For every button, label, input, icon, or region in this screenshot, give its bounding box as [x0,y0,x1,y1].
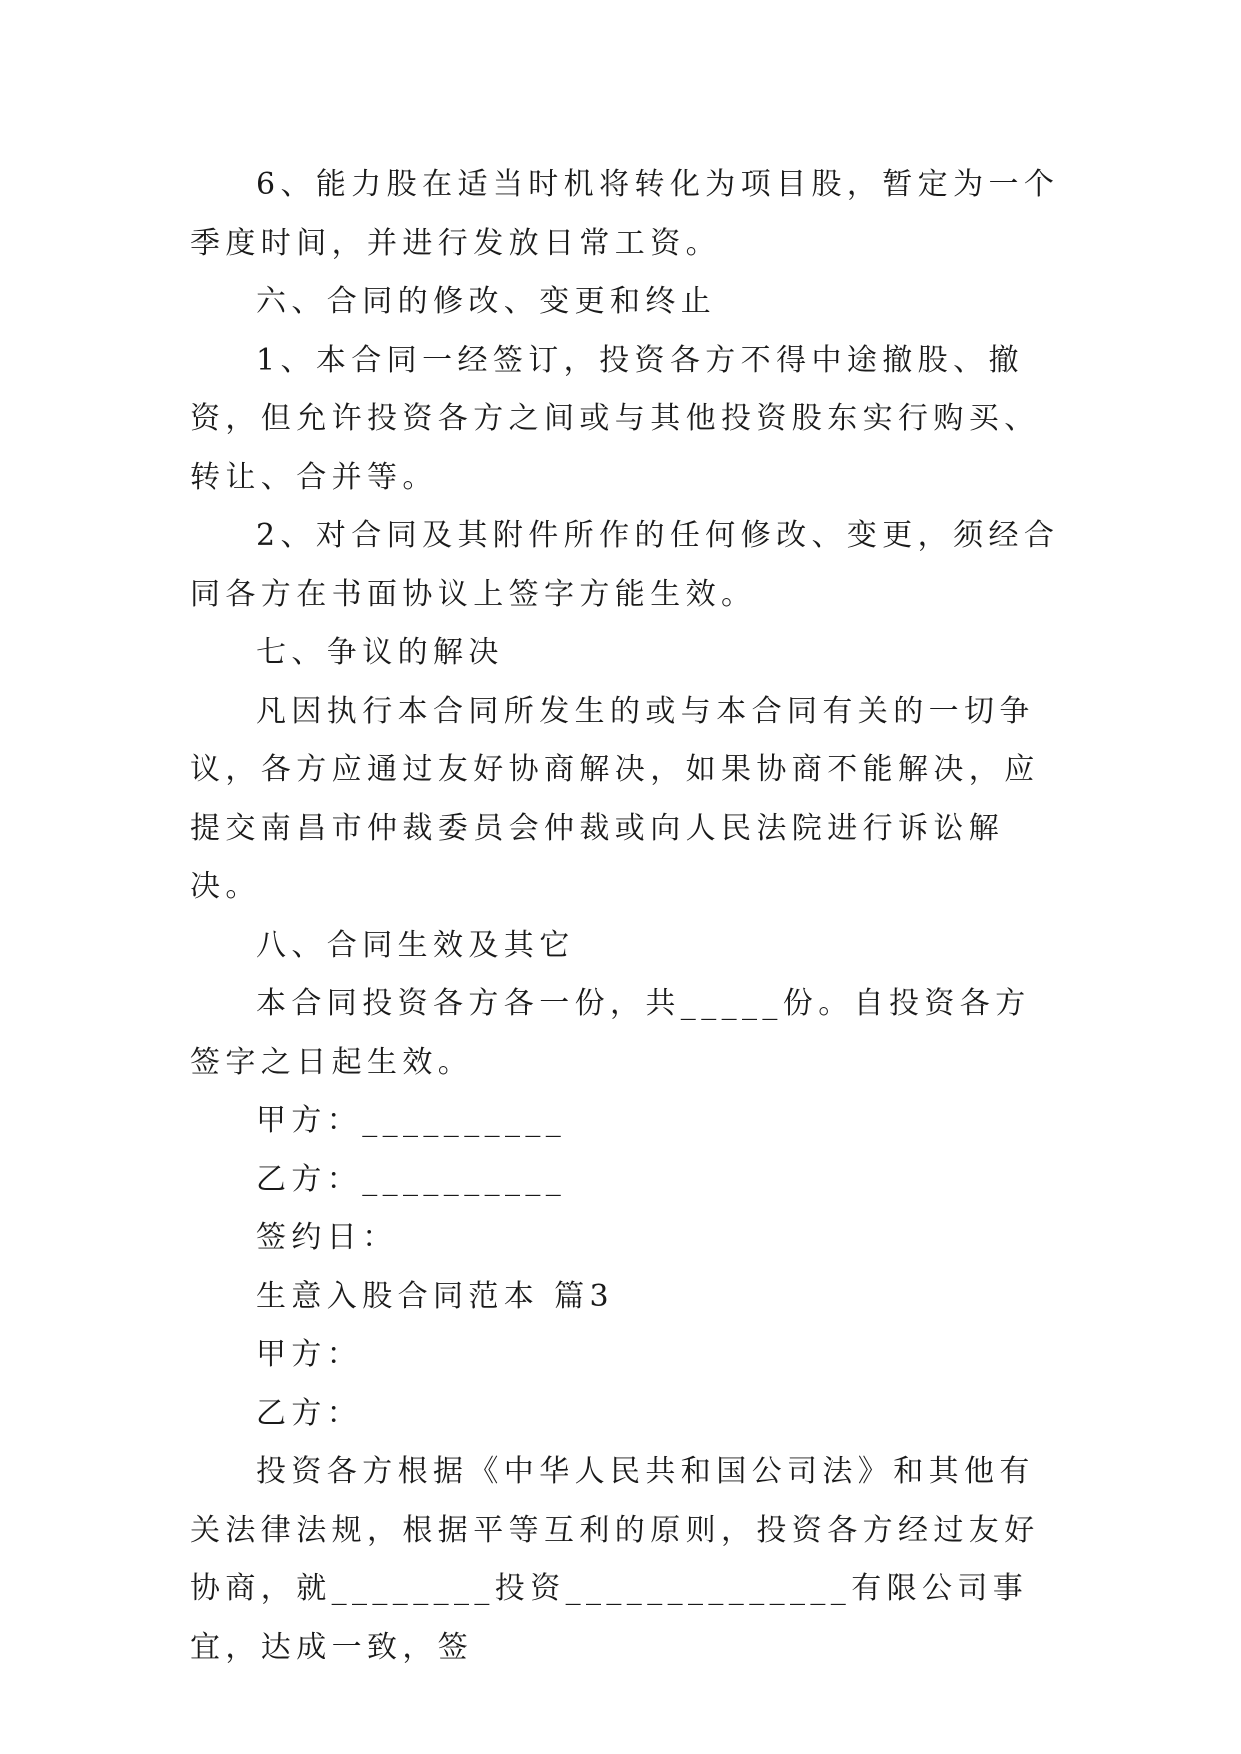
party-a-label: 甲方： [256,1337,363,1372]
paragraph-clause-1: 1、本合同一经签订，投资各方不得中途撤股、撤资，但允许投资各方之间或与其他投资股东实行购买、转让、合并等。 [190,342,1040,495]
signing-date-line: 签约日： [256,1220,398,1255]
party-a-signature-line: 甲方：__________ [256,1103,567,1138]
party-b-label: 乙方： [256,1395,363,1431]
section-heading-eight: 八、合同生效及其它 [256,927,575,963]
section-heading-six: 六、合同的修改、变更和终止 [256,284,717,319]
section-heading-seven: 七、争议的解决 [256,635,504,670]
paragraph-clause-2: 2、对合同及其附件所作的任何修改、变更，须经合同各方在书面协议上签字方能生效。 [190,518,1060,612]
paragraph-dispute-resolution: 凡因执行本合同所发生的或与本合同有关的一切争议，各方应通过友好协商解决，如果协商不能解决，应提交南昌市仲裁委员会仲裁或向人民法院进行诉讼解决。 [190,693,1040,904]
party-b-signature-line: 乙方：__________ [256,1161,567,1197]
document-body [190,156,1060,1677]
paragraph-effectiveness: 本合同投资各方各一份，共_____份。自投资各方签字之日起生效。 [190,986,1031,1080]
paragraph-clause-6: 6、能力股在适当时机将转化为项目股，暂定为一个季度时间，并进行发放日常工资。 [190,167,1060,261]
contract-title-part3: 生意入股合同范本 篇3 [256,1278,615,1314]
paragraph-preamble: 投资各方根据《中华人民共和国公司法》和其他有关法律法规，根据平等互利的原则，投资各方经过友好协商，就________投资______________有限公司事宜，达成一致，签 [190,1454,1040,1665]
